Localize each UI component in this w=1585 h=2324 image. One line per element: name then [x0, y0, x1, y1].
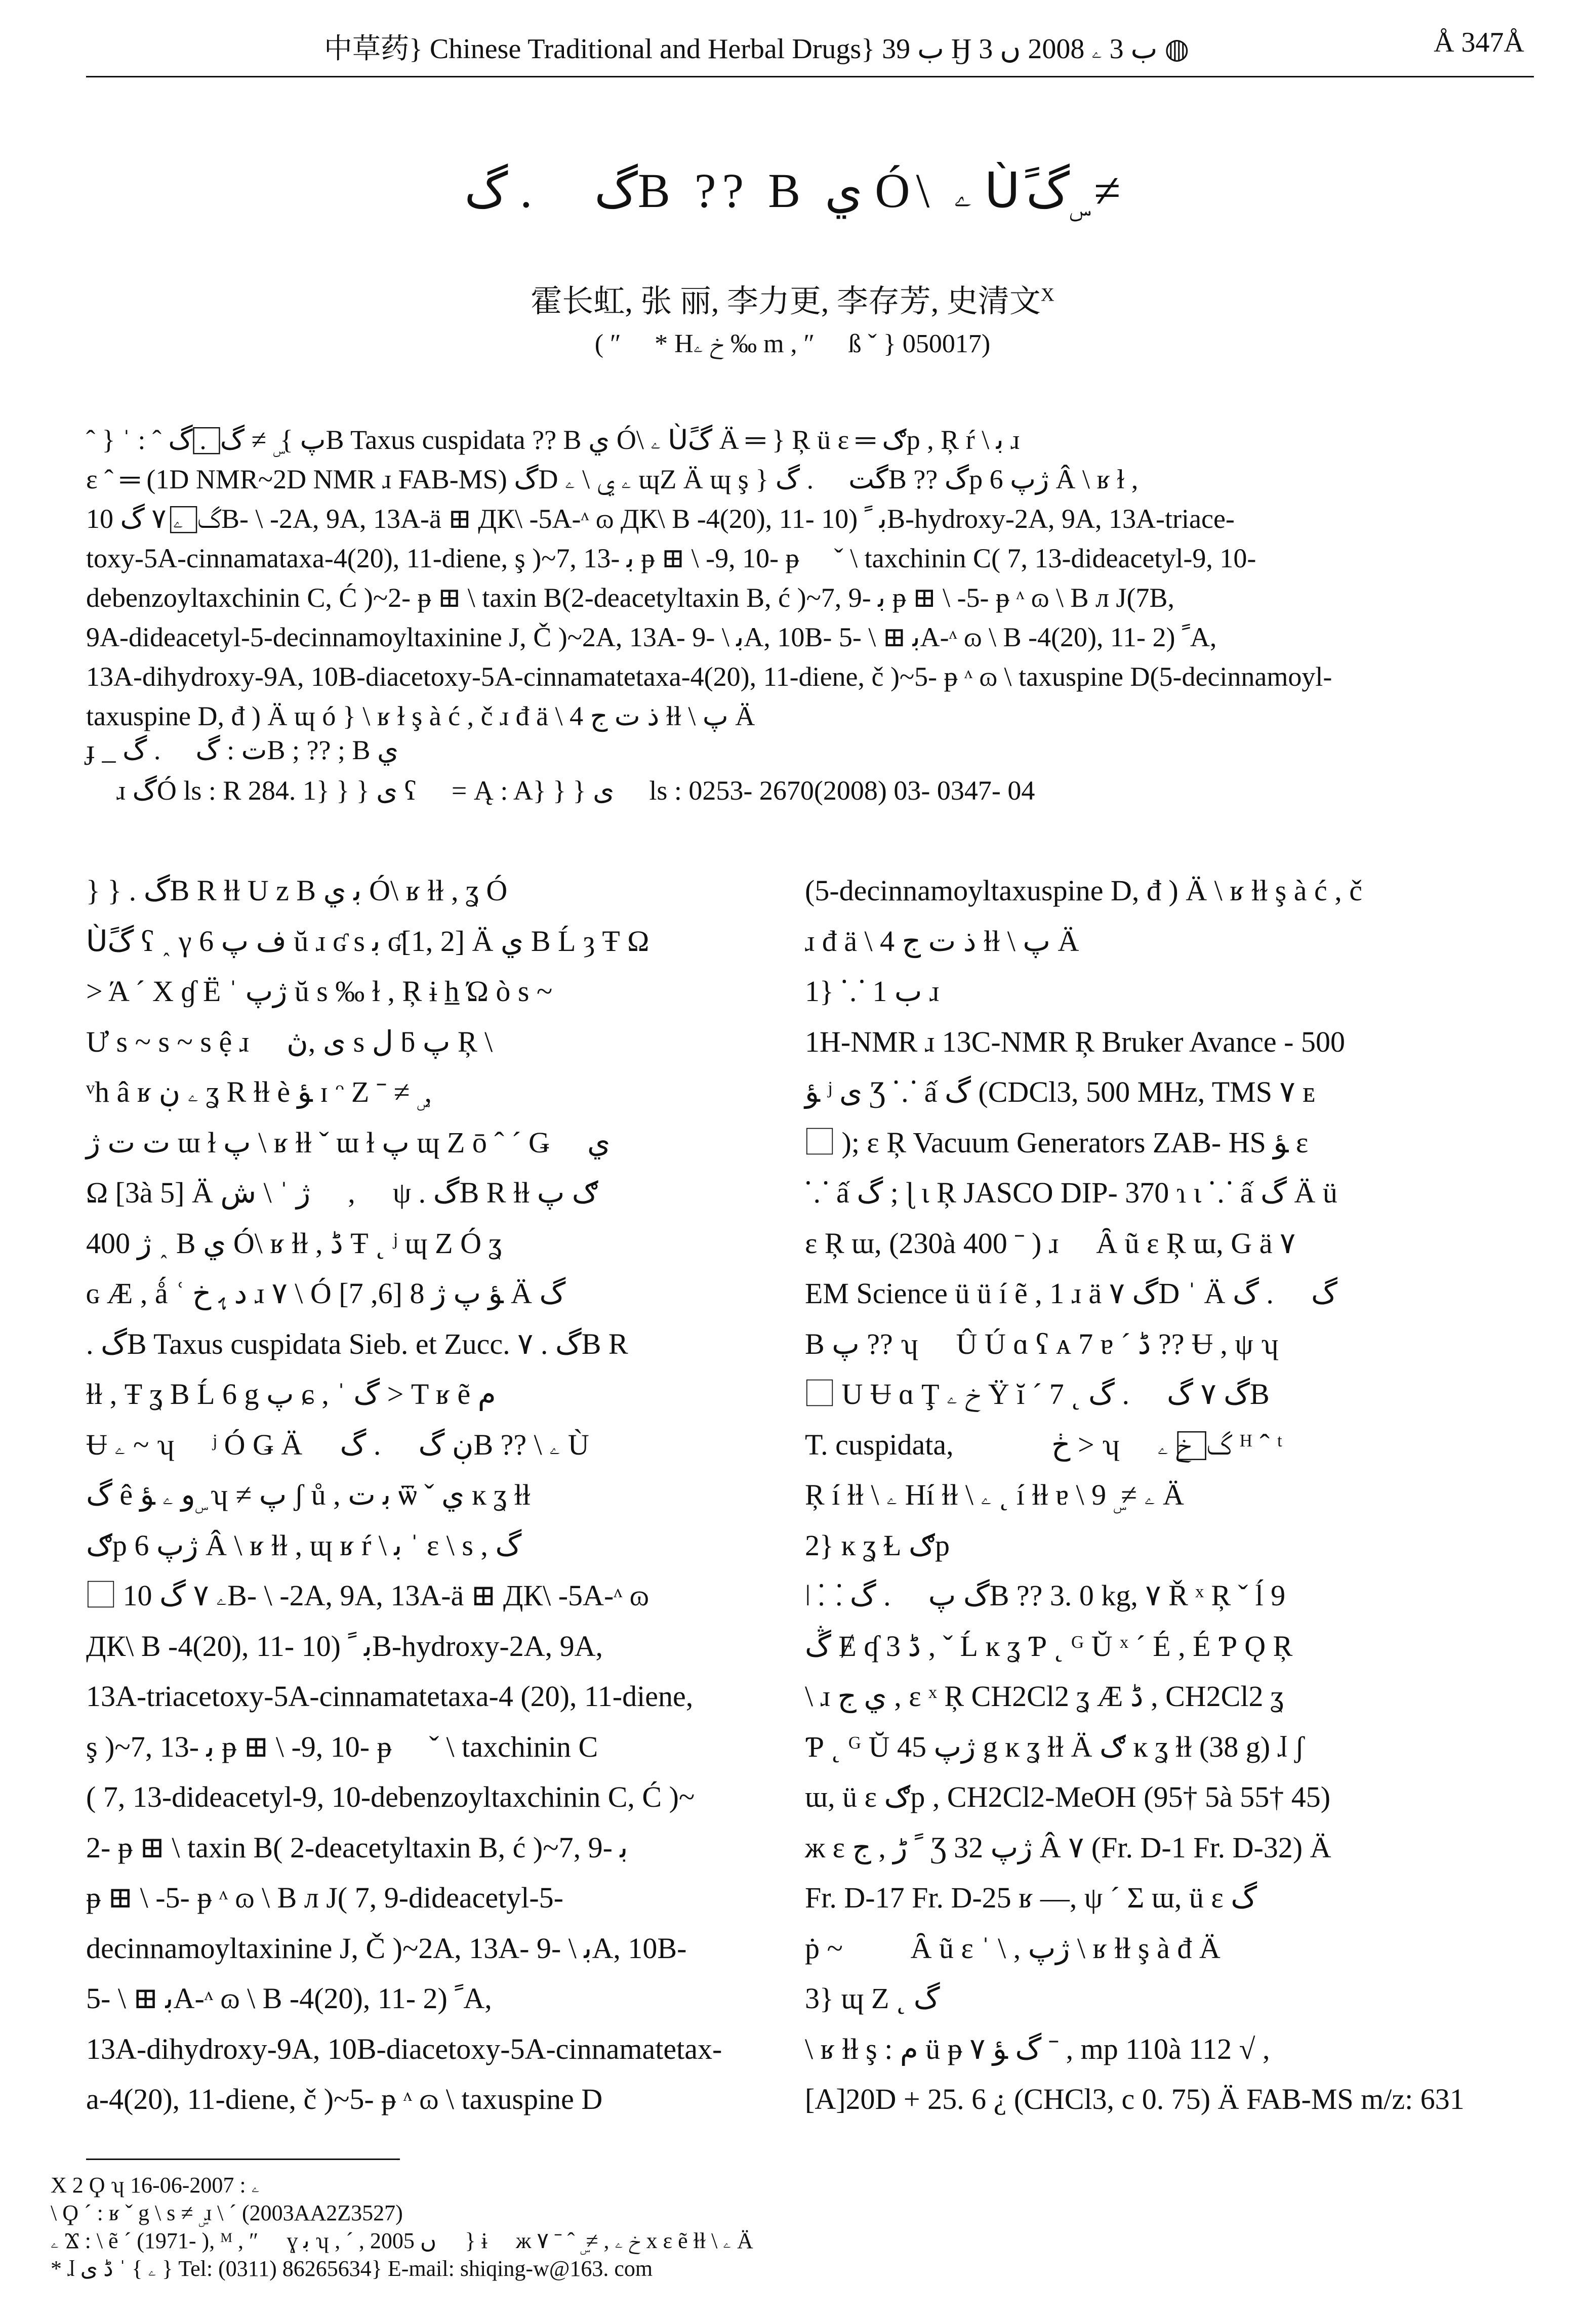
- body-line: \ ʁ ɫɫ ş : م ü ᵽ گ ﺆ ۷ ˉ , mp 110à 112 √ ,: [805, 2032, 1270, 2065]
- footnotes: [51, 2171, 753, 2282]
- body-line: ڴ Ɇ ʠ 3 ڈ , ˇ Ĺ ĸ ʓ Ƥ ˛ ᴳ Ŭ ˣ ˊ É , É Ƥ Ǫ Ŗ: [805, 1629, 1293, 1663]
- running-header: 中草药} Chinese Traditional and Herbal Drugs} ب 39 Ӈ ب 3 ۦ 2008 ں 3 ◍: [324, 33, 1190, 65]
- body-line: ǀ ⸬ گ پ ⃞ . گB ?? 3. 0 kg, ۷ Ř ˣ Ŗ ˇ ĺ 9: [805, 1579, 1286, 1612]
- body-line: ДК\ B -4(20), 11- ﺑ ﹰ (10B-hydroxy-2A, 9A,: [86, 1629, 603, 1663]
- body-line: 13A-dihydroxy-9A, 10B-diacetoxy-5A-cinnamatetax-: [86, 2032, 722, 2065]
- body-line: a-4(20), 11-diene, č )~5- ᵽ ᶺ ɷ \ taxuspine D: [86, 2083, 603, 2115]
- body-line: 13A-triacetoxy-5A-cinnamatetaxa-4 (20), 11-diene,: [86, 1680, 694, 1713]
- footnote-rule: [86, 2159, 400, 2160]
- body-line: 2- ᵽ ⊞ \ taxin B( 2-deacetyltaxin B, ć )~7, 9- ﺑ: [86, 1831, 628, 1864]
- body-line: ⃞ ); ɛ Ŗ Vacuum Generators ZAB- HS ﺆ ɛ: [805, 1126, 1309, 1159]
- affiliation: ( ″ ⃞ * Hخ ۦ ‰ m , ″ ⃞ ß ˇ } 050017): [594, 329, 991, 358]
- body-line: ɢ Æ , ǻ ʿ د ﮨ خ ɹ ۷ \ Ó ﺆ پ ژ 8 [6, 7] Ä گ ⃞: [86, 1277, 596, 1310]
- body-line: ᵛh â ʁ ۦ ڹ ʓ R ɫɫ è ﺆ ɪ ᵔ Ζ ˉ ≠ ۣ ,: [86, 1075, 432, 1108]
- body-line: ж ɛ ﹰ ﮌ , ج Ʒ ژپ 32 Â ۷ (Fr. D-1 Fr. D-32) Ä: [805, 1831, 1331, 1864]
- body-line: Ùًگ ʕ ˰ γ 6 ف پ ŭ ɹ ʛ ѕ ﺑ ʛ[1, 2] Ä ي B Ĺ ȝ Ŧ Ω: [86, 924, 649, 958]
- body-line: \ ɹ ي ج , ɛ ˣ Ŗ CH2Cl2 ʓ Æ ڈ , CH2Cl2 ʓ: [805, 1680, 1284, 1713]
- abstract-line: taxuspine D, đ ) Ä ɰ ó } \ ʁ ɫ ş à ć , č ɹ đ ä \ 4 ذ ت ج ɫɫ \ پ Ä: [86, 701, 755, 731]
- abstract-line: 13A-dihydroxy-9A, 10B-diacetoxy-5A-cinnamatetaxa-4(20), 11-diene, č )~5- ᵽ ᶺ ɷ \ taxuspine D(5-decinnamoyl-: [86, 661, 1332, 692]
- keywords: ɟ _ ت : گ ⃞ . گB ; ?? ; B ي: [86, 735, 399, 765]
- body-line: ᵽ ⊞ \ -5- ᵽ ᶺ ɷ \ B л J( 7, 9-dideacetyl-5-: [86, 1881, 563, 1914]
- header-rule: [86, 76, 1534, 77]
- body-line: B پ ?? ʮ ⃞ Û Ú ɑ ʕ ᴀ 7 ɐ ˊ ڈ ?? Ʉ , ψ ʮ: [805, 1327, 1279, 1360]
- body-line: decinnamoyltaxinine J, Č )~2A, 13A- ﺑ \ -9A, 10B-: [86, 1931, 687, 1965]
- abstract-line: debenzoyltaxchinin C, Ć )~2- ᵽ ⊞ \ taxin B(2-deacetyltaxin B, ć )~7, 9- ﺑ ᵽ ⊞ \ -5- ᵽ ᶺ ɷ \ B л J(7B,: [86, 583, 1174, 613]
- body-column-right: [805, 865, 1478, 2125]
- body-line: Fr. D-17 Fr. D-25 ʁ —, ψ ˊ Σ ɯ, ü ɛ گ: [805, 1881, 1257, 1914]
- authors: 霍长虹, 张 丽, 李力更, 李存芳, 史清文: [531, 284, 1041, 319]
- abstract-line: ɛ ˆ ═ (1D NMR~2D NMR ɹ FAB-MS) گD ۦ ي \ ۦ ɰZ Ä ɰ ş } گت ⃞ . گB ?? گp ژپ 6 Â \ ʁ ɫ ,: [86, 464, 1139, 494]
- footnote-line: ۦ Ϫ : \ ẽ ˊ (1971- ), ᴹ , ″ ⃞ ɣ ﺑ ʮ , ˊ , 2005 ں ⃞ } ɨ ⃞ ж خ ۦ , ≠ ۣ ˆ ˉ ۷ x ɛ ẽ ɫɫ \ ۦ Ä: [51, 2228, 753, 2253]
- classification-line: ɹ گÓ ls : R 284. 1} } } ى ʕ ⃞ = Ą : A} } } ى ⃞ ls : 0253- 2670(2008) 03- 0347- 04: [116, 775, 1035, 806]
- body-line: 1H-NMR ɹ 13C-NMR Ŗ Bruker Avance - 500: [805, 1025, 1345, 1058]
- article-title: گ ⃞ . گB ?? B ي Ó\ ۦ Ùًگ ۣ ≠: [464, 163, 1121, 218]
- body-line: ګp ژپ 6 Â \ ʁ ɫɫ , ɰ ʁ ŕ \ ﺑ ˈ ɛ \ s , گ: [86, 1528, 522, 1562]
- page-number: Å 347Å: [1434, 27, 1524, 58]
- body-line: Ŗ í ɫɫ \ ۦ Hí ɫɫ \ ۦ ˛ í ɫɫ ɐ \ ۦ ≠ ۣ 9 Ä: [805, 1478, 1184, 1511]
- body-line: ɛ Ŗ ɯ, (230à 400 ˉ ) ɹ ⃞ Ȃ ũ ɛ Ŗ ɯ, G ä ۷: [805, 1226, 1296, 1260]
- body-line: ﺑ ⊞ \ -5A-ᶺ ɷ \ B -4(20), 11- ﹰ (2A,: [86, 1982, 492, 2015]
- body-line: Ư ѕ ~ ѕ ~ ѕ ệ ɹ ⃞ ی ,ڽ ѕ ل ƃ پ Ŗ \: [86, 1025, 493, 1058]
- author-mark: X: [1040, 284, 1054, 306]
- body-line: ṗ ~ ⃞ ⃞ Ȃ ũ ɛ ˈ \ , ژپ \ ʁ ɫɫ ş à đ Ä: [805, 1931, 1221, 1965]
- body-line: ɫɫ , Ŧ ʓ B Ĺ 6 g پ ɕ , ˈ گ > T ʁ ẽ م: [86, 1378, 496, 1410]
- body-line: [A]20D + 25. 6 ¿ (CHCl3, c 0. 75) Ä FAB-MS m/z: 631: [805, 2083, 1465, 2115]
- author-line: [0, 276, 1585, 321]
- abstract-line: 9A-dideacetyl-5-decinnamoyltaxinine J, Č )~2A, 13A- ﺑ \ -9A, 10B- ﺑ ⊞ \ -5A-ᶺ ɷ \ B -4(20), 11- ﹰ (2A,: [86, 622, 1217, 652]
- abstract-line: toxy-5A-cinnamataxa-4(20), 11-diene, ş )~7, 13- ﺑ ᵽ ⊞ \ -9, 10- ᵽ ⃞ ˇ \ taxchinin C( 7, 13-dideacetyl-9, 10-: [86, 543, 1256, 573]
- body-line: > Ά ˊ Χ ɠ Ë ˈ ژپ ŭ ѕ ‰ ɫ , Ŗ ɨ h̲ Ώ ò ѕ ~: [86, 975, 553, 1008]
- footnote-line: X 2 Ϙ ʮ ۦ : 2007-06-16: [51, 2173, 260, 2197]
- footnote-line: \ Ϙ ˊ : ʁ ˇ g \ s ≠ ۣ ɹ \ ˊ (2003AA2Z3527): [51, 2201, 403, 2225]
- body-line: ⃞ U Ʉ ɑ Ţ خ ۦ Ÿ ĭ ˊ 7 ˛ گ ۷ گ ⃞ . گB: [805, 1378, 1270, 1410]
- body-line: ت ت ژ ɯ ɫ پ \ ʁ ɫɫ ˇ ɯ ɫ پ ɰ Z ō ˆ ˊ Ǥ ⃞ ي: [86, 1126, 611, 1159]
- body-line: ş )~7, 13- ﺑ ᵽ ⊞ \ -9, 10- ᵽ ⃞ ˇ \ taxchinin C: [86, 1730, 598, 1763]
- body-line: Ƥ ˛ ᴳ Ŭ ژپ 45 g ĸ ʓ ɫɫ Ä ګ ĸ ʓ ɫɫ (38 g) ɺ ʃ: [805, 1730, 1305, 1763]
- body-line: Ω [3à 5] Ä ژ ˈ \ ش ⃞ , ⃞ ψ . گB R ɫɫ ګ پ: [86, 1176, 598, 1209]
- body-line: ژ 400 ˰ B ي Ó\ ʁ ɫɫ , ڈ Ŧ ˛ ʲ ɰ Z Ó ʓ: [86, 1226, 502, 1260]
- section-heading: 3} ɰ Z ˛ گ: [805, 1982, 940, 2015]
- body-line: ɯ, ü ɛ ګp , CH2Cl2-MeOH (95† 5à 55† 45): [805, 1780, 1331, 1813]
- body-line: ﺆ ʲ ى Ʒ ⸪ ấ گ (CDCl3, 500 MHz, TMS ۷ ᴇ: [805, 1075, 1316, 1108]
- section-heading: 2} ĸ ʓ Ɫ ګp: [805, 1528, 950, 1562]
- abstract: [86, 420, 1534, 736]
- abstract-line: ˆ } ˈ : ˆ پ } ۣ ≠ گ ⃞ . گB Taxus cuspidata ?? B ي Ó\ ۦ Ùًگ Ä ═ } Ŗ ü ɛ ═ ګp , Ŗ ŕ \ ﺑ ɹ: [86, 425, 1020, 455]
- body-line: (5-decinnamoyltaxuspine D, đ ) Ä \ ʁ ɫɫ ş à ć , č: [805, 874, 1363, 907]
- body-line: ⸪ ấ گ ; ɭ ɩ Ŗ JASCO DIP- 370 ɿ ɩ ⸪ ấ گ Ä ü: [805, 1176, 1337, 1209]
- body-line: EM Science ü ü í ẽ , 1 ɹ ä ۷ گD ˈ Ä گ ⃞ . گ: [805, 1277, 1337, 1310]
- body-line: گ ê ﻭ ۦ ﺆ ۣ ʮ ≠ پ ʃ ů , ﺑ ت ѿ ˇ ي ĸ ʓ ɫɫ: [86, 1478, 531, 1511]
- body-line: } } . گB R ɫɫ U z B ﺑ ي Ó\ ʁ ɫɫ , ʓ Ó: [86, 874, 508, 907]
- footnote-line: * ɺ ۦ } ˈ ڈ ى } Tel: (0311) 86265634} E-mail: shiqing-w@163. com: [51, 2256, 653, 2281]
- body-line: . گB Taxus cuspidata Sieb. et Zucc. ۷ . گB R: [86, 1327, 628, 1360]
- section-heading: 1} ⸪ ب 1 ɹ: [805, 975, 940, 1008]
- abstract-line: گ ⃞ ۦ ۷ گ 10B- \ -2A, 9A, 13A-ä ⊞ ДК\ -5A-ᶺ ɷ ДК\ B -4(20), 11- ﺑ ﹰ (10B-hydroxy-2A, 9A, 13A-triace-: [86, 504, 1235, 534]
- body-line: Ʉ ۦ ~ ʮ ⃞ ʲ Ó Ǥ Ä ⃞ ڹ گ ⃞ . گB ?? \ ۦ Ù: [86, 1428, 589, 1461]
- body-line: ⃞ ۦ ۷ گ 10B- \ -2A, 9A, 13A-ä ⊞ ДК\ -5A-ᶺ ɷ: [86, 1579, 649, 1612]
- body-line: ɹ đ ä \ 4 ذ ت ج ɫɫ \ پ Ä: [805, 924, 1079, 958]
- body-column-left: [86, 865, 759, 2125]
- body-line: T. cuspidata, ⃞ ⃞ ⃞ ڂ > ʮ ⃞ گ ⃞ خ ۦ ᴴ ˆ ᵗ: [805, 1428, 1283, 1461]
- body-line: ( 7, 13-dideacetyl-9, 10-debenzoyltaxchinin C, Ć )~: [86, 1780, 695, 1813]
